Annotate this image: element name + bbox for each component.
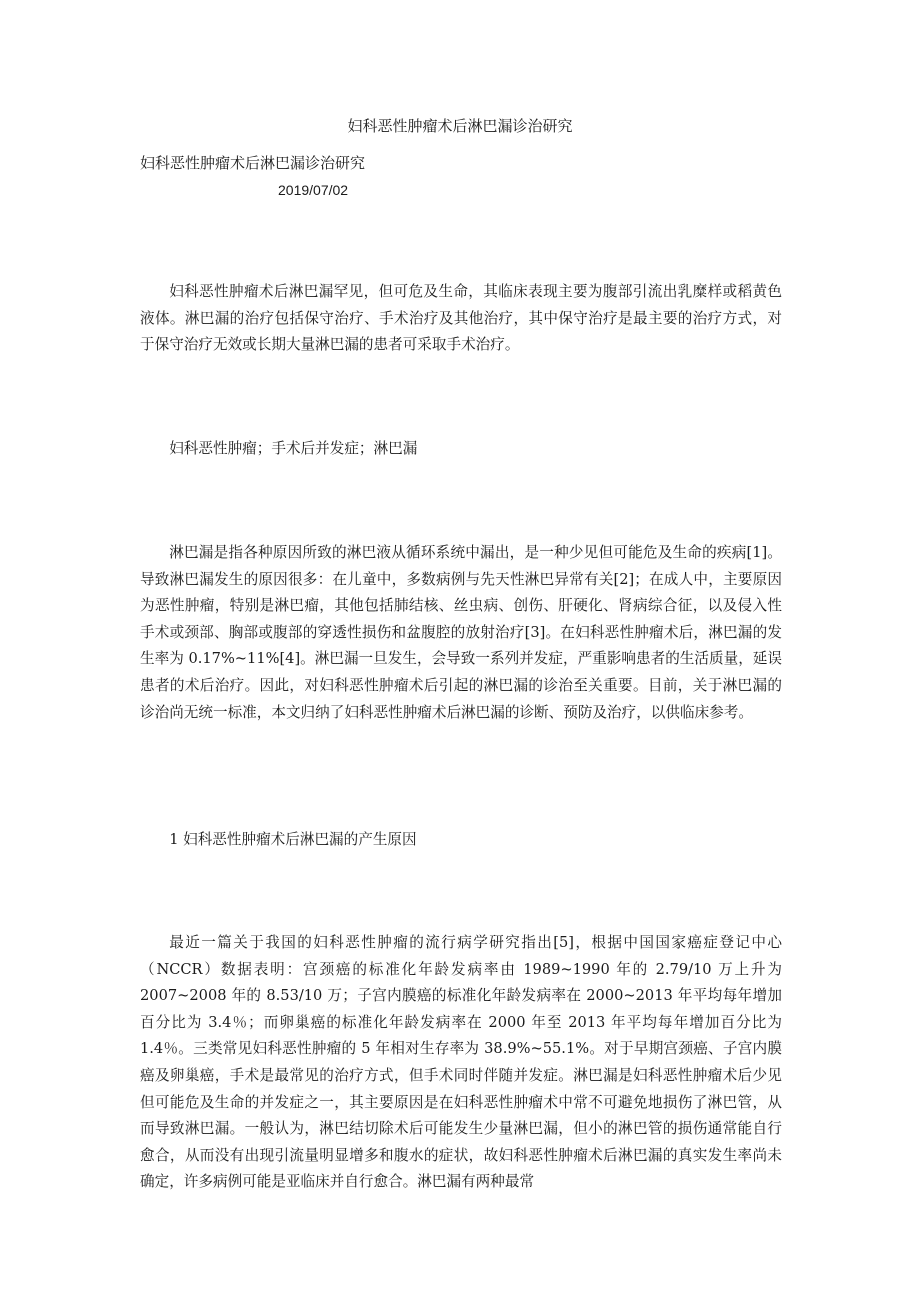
publish-date: 2019/07/02 <box>278 182 349 198</box>
section-body-paragraph: 最近一篇关于我国的妇科恶性肿瘤的流行病学研究指出[5]，根据中国国家癌症登记中心（NCCR）数据表明：宫颈癌的标准化年龄发病率由 1989~1990 年的 2.79/10 万上升为 2007~2008 年的 8.53/10 万；子宫内膜癌的标准化年龄发病率在 2000~2013 年平均每年增加百分比为 3.4％；而卵巢癌的标准化年龄发病率在 2000 年至 2013 年平均每年增加百分比为 1.4％。三类常见妇科恶性肿瘤的 5 年相对生存率为 38.9%~55.1%。对于早期宫颈癌、子宫内膜癌及卵巢癌，手术是最常见的治疗方式，但手术同时伴随并发症。淋巴漏是妇科恶性肿瘤术后少见但可能危及生命的并发症之一，其主要原因是在妇科恶性肿瘤术中常不可避免地损伤了淋巴管，从而导致淋巴漏。一般认为，淋巴结切除术后可能发生少量淋巴漏，但小的淋巴管的损伤通常能自行愈合，从而没有出现引流量明显增多和腹水的症状，故妇科恶性肿瘤术后淋巴漏的真实发生率尚未确定，许多病例可能是亚临床并自行愈合。淋巴漏有两种最常 <box>140 934 782 1191</box>
abstract-paragraph: 妇科恶性肿瘤术后淋巴漏罕见，但可危及生命，其临床表现主要为腹部引流出乳糜样或稻黄色液体。淋巴漏的治疗包括保守治疗、手术治疗及其他治疗，其中保守治疗是最主要的治疗方式，对于保守治疗无效或长期大量淋巴漏的患者可采取手术治疗。 <box>140 283 782 354</box>
keywords-paragraph: 妇科恶性肿瘤；手术后并发症；淋巴漏 <box>169 440 418 457</box>
document-subtitle: 妇科恶性肿瘤术后淋巴漏诊治研究 <box>140 154 366 172</box>
section-heading: 1 妇科恶性肿瘤术后淋巴漏的产生原因 <box>169 831 417 848</box>
intro-paragraph: 淋巴漏是指各种原因所致的淋巴液从循环系统中漏出，是一种少见但可能危及生命的疾病[1]。导致淋巴漏发生的原因很多：在儿童中，多数病例与先天性淋巴异常有关[2]；在成人中，主要原因为恶性肿瘤，特别是淋巴瘤，其他包括肺结核、丝虫病、创伤、肝硬化、肾病综合征，以及侵入性手术或颈部、胸部或腹部的穿透性损伤和盆腹腔的放射治疗[3]。在妇科恶性肿瘤术后，淋巴漏的发生率为 0.17%~11%[4]。淋巴漏一旦发生，会导致一系列并发症，严重影响患者的生活质量，延误患者的术后治疗。因此，对妇科恶性肿瘤术后引起的淋巴漏的诊治至关重要。目前，关于淋巴漏的诊治尚无统一标准，本文归纳了妇科恶性肿瘤术后淋巴漏的诊断、预防及治疗，以供临床参考。 <box>140 544 782 721</box>
document-title: 妇科恶性肿瘤术后淋巴漏诊治研究 <box>347 117 573 135</box>
